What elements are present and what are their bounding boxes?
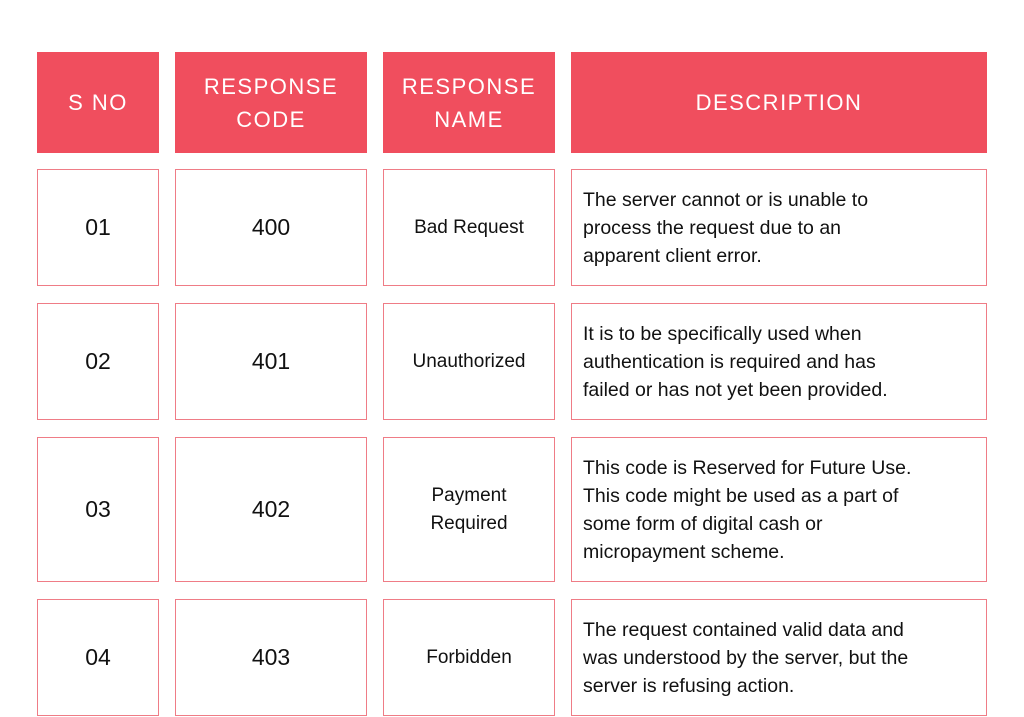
header-response-name-label: RESPONSE NAME	[401, 73, 537, 132]
response-code-value: 400	[251, 214, 291, 240]
table-row-3-description	[571, 437, 987, 582]
table-row-3-sno	[37, 437, 159, 582]
table-row-4-sno	[37, 599, 159, 716]
response-name-value: Unauthorized	[412, 350, 526, 372]
response-code-value: 403	[251, 644, 291, 670]
response-code-value: 402	[251, 496, 291, 522]
table-row-1-description	[571, 169, 987, 286]
description-value: The request contained valid data and was understood by the server, but the server is refusing action.	[583, 618, 909, 697]
response-name-value: Bad Request	[414, 216, 524, 238]
table-row-2-name	[383, 303, 555, 420]
table-row-2-description	[571, 303, 987, 420]
sno-value: 02	[85, 348, 111, 374]
header-response-code-label: RESPONSE CODE	[203, 73, 339, 132]
header-response-name	[383, 52, 555, 153]
header-sno-label: S NO	[68, 90, 128, 115]
table-row-4-code	[175, 599, 367, 716]
header-description	[571, 52, 987, 153]
table-row-2-sno	[37, 303, 159, 420]
sno-value: 01	[85, 214, 111, 240]
table-row-4-name	[383, 599, 555, 716]
sno-value: 03	[85, 496, 111, 522]
description-value: This code is Reserved for Future Use. This code might be used as a part of some form of digital cash or micropayment scheme.	[583, 456, 912, 563]
response-name-value: Forbidden	[426, 646, 512, 668]
response-name-value: Payment Required	[430, 484, 508, 534]
table-row-1-code	[175, 169, 367, 286]
table-row-3-code	[175, 437, 367, 582]
description-value: It is to be specifically used when authentication is required and has failed or has not yet been provided.	[583, 322, 888, 401]
header-sno	[37, 52, 159, 153]
response-code-value: 401	[251, 348, 291, 374]
sno-value: 04	[85, 644, 111, 670]
table-row-1-name	[383, 169, 555, 286]
table-row-2-code	[175, 303, 367, 420]
description-value: The server cannot or is unable to process the request due to an apparent client error.	[583, 188, 869, 267]
table-row-1-sno	[37, 169, 159, 286]
table-row-4-description	[571, 599, 987, 716]
header-response-code	[175, 52, 367, 153]
header-description-label: DESCRIPTION	[695, 90, 863, 115]
table-row-3-name	[383, 437, 555, 582]
